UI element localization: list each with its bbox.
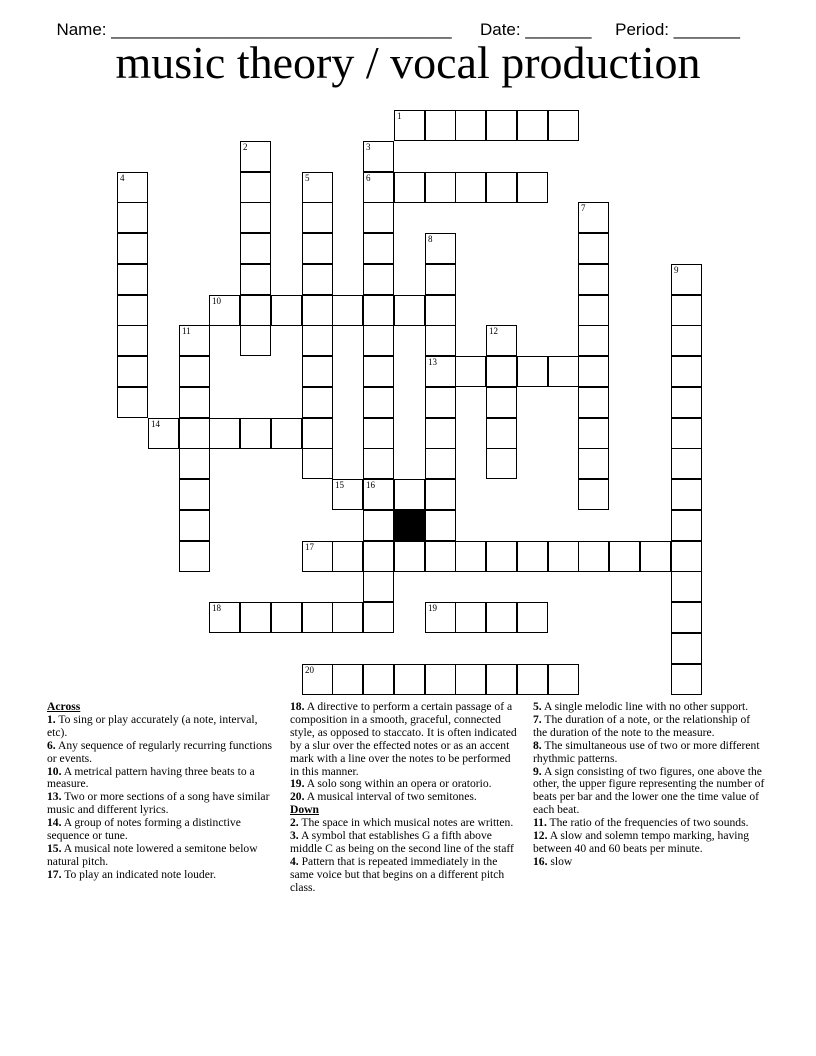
grid-cell[interactable]	[425, 602, 456, 633]
clue-item: 19. A solo song within an opera or oratorio.	[290, 777, 492, 791]
clue-number: 4	[120, 173, 125, 183]
clue-number: 18	[212, 603, 221, 613]
grid-cell[interactable]	[671, 633, 702, 664]
grid-cell[interactable]	[517, 172, 548, 203]
grid-cell[interactable]	[394, 295, 425, 326]
across-heading: Across	[47, 700, 81, 713]
grid-cell[interactable]	[671, 664, 702, 695]
clue-item-number: 18.	[290, 700, 305, 713]
grid-cell[interactable]	[271, 602, 302, 633]
grid-cell[interactable]	[240, 602, 271, 633]
grid-cell[interactable]	[548, 541, 579, 572]
period-field[interactable]: Period: _______	[615, 20, 740, 39]
grid-cell[interactable]	[486, 664, 517, 695]
grid-cell[interactable]	[578, 264, 609, 295]
grid-cell[interactable]	[332, 664, 363, 695]
grid-cell[interactable]	[671, 264, 702, 295]
grid-cell[interactable]	[486, 356, 517, 387]
grid-cell[interactable]	[486, 602, 517, 633]
grid-cell[interactable]	[179, 448, 210, 479]
clue-item-number: 16.	[533, 854, 548, 868]
clue-item: 18. A directive to perform a certain passage of a composition in a smooth, graceful, connected style, as opposed to staccato. It is often indicated by a slur over the effected notes or as an accent mark with a line over the notes to be performed in this manner.	[290, 700, 517, 778]
grid-cell[interactable]	[517, 664, 548, 695]
grid-cell[interactable]	[363, 571, 394, 602]
grid-cell[interactable]	[671, 510, 702, 541]
grid-cell[interactable]	[578, 479, 609, 510]
grid-cell[interactable]	[548, 110, 579, 141]
clue-item: 16. slow	[533, 854, 573, 868]
grid-cell[interactable]	[117, 295, 148, 326]
grid-cell[interactable]	[363, 172, 394, 203]
grid-cell[interactable]	[240, 233, 271, 264]
grid-cell[interactable]	[332, 541, 363, 572]
grid-cell[interactable]	[517, 602, 548, 633]
grid-cell[interactable]	[302, 356, 333, 387]
grid-cell[interactable]	[578, 541, 609, 572]
grid-cell[interactable]	[117, 356, 148, 387]
grid-cell[interactable]	[302, 233, 333, 264]
clue-number: 14	[151, 419, 160, 429]
clue-item-number: 2.	[290, 816, 299, 830]
grid-cell[interactable]	[209, 418, 240, 449]
grid-cell[interactable]	[425, 418, 456, 449]
grid-cell[interactable]	[363, 202, 394, 233]
grid-cell[interactable]	[363, 387, 394, 418]
grid-cell[interactable]	[179, 325, 210, 356]
grid-cell[interactable]	[117, 233, 148, 264]
grid-cell[interactable]	[455, 541, 486, 572]
clue-item: 15. A musical note lowered a semitone below natural pitch.	[47, 841, 258, 868]
clue-item-number: 3.	[290, 829, 299, 843]
grid-cell[interactable]	[302, 387, 333, 418]
grid-cell[interactable]	[671, 387, 702, 418]
grid-cell[interactable]	[302, 448, 333, 479]
grid-cell[interactable]	[240, 325, 271, 356]
grid-cell[interactable]	[302, 295, 333, 326]
grid-cell[interactable]	[548, 356, 579, 387]
clue-item-number: 8.	[533, 738, 542, 752]
grid-cell[interactable]	[179, 356, 210, 387]
grid-cell[interactable]	[148, 418, 179, 449]
clues-column-1	[47, 701, 275, 882]
grid-cell[interactable]	[425, 233, 456, 264]
grid-cell[interactable]	[117, 202, 148, 233]
grid-cell[interactable]	[117, 172, 148, 203]
grid-cell[interactable]	[363, 448, 394, 479]
grid-cell[interactable]	[302, 264, 333, 295]
grid-cell[interactable]	[578, 356, 609, 387]
grid-cell[interactable]	[578, 387, 609, 418]
grid-cell[interactable]	[425, 264, 456, 295]
grid-cell[interactable]	[517, 110, 548, 141]
grid-cell[interactable]	[363, 510, 394, 541]
grid-cell[interactable]	[425, 448, 456, 479]
clue-item: 10. A metrical pattern having three beats to a measure.	[47, 764, 255, 791]
grid-cell[interactable]	[240, 418, 271, 449]
grid-cell[interactable]	[363, 264, 394, 295]
grid-cell[interactable]	[394, 172, 425, 203]
grid-cell[interactable]	[517, 356, 548, 387]
grid-cell[interactable]	[486, 387, 517, 418]
clue-item: 5. A single melodic line with no other support.	[533, 700, 749, 713]
grid-cell[interactable]	[363, 295, 394, 326]
clue-number: 11	[182, 326, 191, 336]
clue-item-number: 19.	[290, 777, 305, 791]
clue-number: 15	[335, 480, 344, 490]
grid-cell[interactable]	[671, 418, 702, 449]
grid-cell[interactable]	[425, 541, 456, 572]
grid-cell[interactable]	[486, 448, 517, 479]
clue-item: 8. The simultaneous use of two or more different rhythmic patterns.	[533, 738, 760, 765]
grid-cell[interactable]	[363, 602, 394, 633]
grid-cell[interactable]	[425, 325, 456, 356]
clues-column-3	[533, 701, 765, 869]
clue-number: 19	[428, 603, 437, 613]
clue-item: 20. A musical interval of two semitones.	[290, 790, 477, 804]
grid-cell[interactable]	[332, 479, 363, 510]
grid-cell[interactable]	[240, 141, 271, 172]
clue-item: 14. A group of notes forming a distinctive sequence or tune.	[47, 816, 241, 843]
clue-item: 4. Pattern that is repeated immediately in the same voice but that begins on a different pitch class.	[290, 854, 505, 894]
grid-cell[interactable]	[302, 541, 333, 572]
clue-item-number: 7.	[533, 712, 542, 726]
grid-cell[interactable]	[240, 295, 271, 326]
clues-column-2	[290, 701, 518, 895]
clue-item-number: 17.	[47, 867, 62, 881]
grid-cell[interactable]	[640, 541, 671, 572]
grid-cell[interactable]	[363, 418, 394, 449]
grid-cell[interactable]	[363, 233, 394, 264]
grid-cell[interactable]	[271, 295, 302, 326]
grid-cell[interactable]	[578, 448, 609, 479]
clue-number: 8	[428, 234, 433, 244]
grid-cell[interactable]	[578, 233, 609, 264]
grid-cell[interactable]	[455, 172, 486, 203]
grid-cell[interactable]	[486, 325, 517, 356]
grid-cell[interactable]	[609, 541, 640, 572]
clue-item: 9. A sign consisting of two figures, one above the other, the upper figure representing the number of beats per bar and the lower one the time value of each beat.	[533, 764, 765, 817]
clue-item-number: 20.	[290, 790, 305, 804]
grid-cell[interactable]	[302, 325, 333, 356]
grid-cell[interactable]	[240, 264, 271, 295]
grid-cell[interactable]	[425, 664, 456, 695]
clue-number: 3	[366, 142, 371, 152]
grid-cell[interactable]	[486, 541, 517, 572]
grid-cell[interactable]	[425, 479, 456, 510]
name-field[interactable]: Name: ____________________________________	[56, 20, 452, 39]
grid-cell[interactable]	[117, 264, 148, 295]
grid-cell[interactable]	[578, 295, 609, 326]
clue-item: 7. The duration of a note, or the relationship of the duration of the note to the measure.	[533, 712, 751, 739]
clue-item-number: 15.	[47, 841, 62, 855]
grid-cell[interactable]	[302, 172, 333, 203]
clue-item-number: 9.	[533, 764, 542, 778]
grid-cell[interactable]	[209, 602, 240, 633]
grid-block	[394, 510, 425, 541]
clue-item: 12. A slow and solemn tempo marking, having between 40 and 60 beats per minute.	[533, 829, 750, 855]
grid-cell[interactable]	[671, 325, 702, 356]
grid-cell[interactable]	[179, 510, 210, 541]
clue-number: 16	[366, 480, 375, 490]
grid-cell[interactable]	[302, 602, 333, 633]
grid-cell[interactable]	[455, 356, 486, 387]
clue-number: 9	[674, 265, 679, 275]
clue-number: 10	[212, 296, 221, 306]
grid-cell[interactable]	[363, 356, 394, 387]
date-field[interactable]: Date: _______	[479, 20, 592, 39]
clue-number: 1	[397, 111, 402, 121]
down-heading: Down	[290, 803, 319, 817]
grid-cell[interactable]	[425, 110, 456, 141]
grid-cell[interactable]	[394, 664, 425, 695]
grid-cell[interactable]	[578, 325, 609, 356]
clue-item-number: 12.	[533, 829, 548, 843]
grid-cell[interactable]	[117, 325, 148, 356]
clue-item-number: 1.	[47, 712, 56, 726]
grid-cell[interactable]	[455, 664, 486, 695]
grid-cell[interactable]	[671, 602, 702, 633]
grid-cell[interactable]	[517, 541, 548, 572]
grid-cell[interactable]	[394, 479, 425, 510]
grid-cell[interactable]	[209, 295, 240, 326]
clue-item-number: 11.	[533, 816, 547, 830]
grid-cell[interactable]	[394, 110, 425, 141]
grid-cell[interactable]	[425, 510, 456, 541]
clue-item: 2. The space in which musical notes are written.	[290, 816, 514, 830]
clue-number: 20	[305, 665, 314, 675]
clue-item: 1. To sing or play accurately (a note, interval, etc).	[47, 712, 258, 739]
clue-item: 3. A symbol that establishes G a fifth above middle C as being on the second line of the staff	[290, 829, 514, 855]
grid-cell[interactable]	[671, 479, 702, 510]
clue-number: 17	[305, 542, 314, 552]
clue-item: 6. Any sequence of regularly recurring functions or events.	[47, 738, 273, 765]
clue-item-number: 10.	[47, 764, 62, 778]
clue-item-number: 6.	[47, 738, 56, 752]
grid-cell[interactable]	[332, 602, 363, 633]
grid-cell[interactable]	[671, 571, 702, 602]
grid-cell[interactable]	[240, 202, 271, 233]
grid-cell[interactable]	[486, 418, 517, 449]
clue-item-number: 14.	[47, 816, 62, 830]
grid-cell[interactable]	[179, 541, 210, 572]
grid-cell[interactable]	[363, 664, 394, 695]
grid-cell[interactable]	[271, 418, 302, 449]
clue-item: 13. Two or more sections of a song have similar music and different lyrics.	[47, 790, 270, 817]
grid-cell[interactable]	[363, 325, 394, 356]
puzzle-title: music theory / vocal production	[115, 37, 701, 88]
grid-cell[interactable]	[179, 418, 210, 449]
grid-cell[interactable]	[578, 202, 609, 233]
grid-cell[interactable]	[671, 448, 702, 479]
grid-cell[interactable]	[302, 418, 333, 449]
grid-cell[interactable]	[671, 541, 702, 572]
grid-cell[interactable]	[179, 387, 210, 418]
grid-cell[interactable]	[486, 110, 517, 141]
grid-cell[interactable]	[302, 202, 333, 233]
clue-number: 5	[305, 173, 310, 183]
grid-cell[interactable]	[548, 664, 579, 695]
clue-item: 17. To play an indicated note louder.	[47, 867, 216, 881]
grid-cell[interactable]	[671, 356, 702, 387]
grid-cell[interactable]	[455, 602, 486, 633]
grid-cell[interactable]	[425, 172, 456, 203]
clue-number: 12	[489, 326, 498, 336]
grid-cell[interactable]	[578, 418, 609, 449]
grid-cell[interactable]	[425, 387, 456, 418]
grid-cell[interactable]	[117, 387, 148, 418]
grid-cell[interactable]	[425, 356, 456, 387]
clue-item-number: 4.	[290, 854, 299, 868]
grid-cell[interactable]	[363, 541, 394, 572]
clue-item-number: 13.	[47, 790, 62, 804]
grid-cell[interactable]	[394, 541, 425, 572]
clue-item-number: 5.	[533, 700, 542, 713]
grid-cell[interactable]	[332, 295, 363, 326]
clue-number: 6	[366, 173, 371, 183]
clue-number: 13	[428, 357, 437, 367]
grid-cell[interactable]	[363, 479, 394, 510]
clue-number: 7	[581, 203, 586, 213]
grid-cell[interactable]	[240, 172, 271, 203]
grid-cell[interactable]	[179, 479, 210, 510]
clue-item: 11. The ratio of the frequencies of two sounds.	[533, 816, 749, 830]
grid-cell[interactable]	[363, 141, 394, 172]
grid-cell[interactable]	[486, 172, 517, 203]
grid-cell[interactable]	[302, 664, 333, 695]
grid-cell[interactable]	[671, 295, 702, 326]
grid-cell[interactable]	[425, 295, 456, 326]
clue-number: 2	[243, 142, 248, 152]
grid-cell[interactable]	[455, 110, 486, 141]
